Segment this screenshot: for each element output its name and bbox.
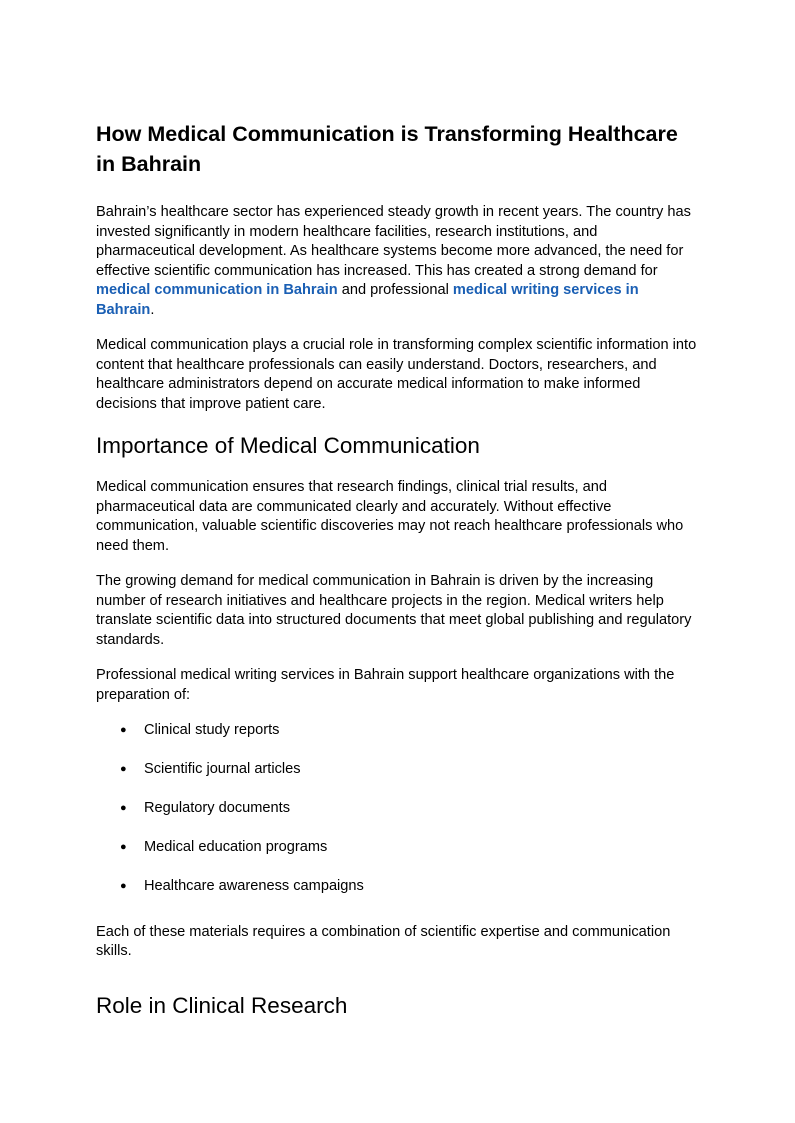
- bullet-icon: ●: [120, 802, 127, 814]
- services-list: [96, 721, 698, 897]
- list-item: [96, 760, 698, 780]
- list-item: [96, 877, 698, 897]
- paragraph-closing: Each of these materials requires a combination of scientific expertise and communication skills.: [96, 923, 671, 959]
- section-heading-importance: Importance of Medical Communication: [96, 433, 480, 458]
- paragraph-role-of-communication: Medical communication plays a crucial role in transforming complex scientific information into content that healthcare professionals can easily understand. Doctors, researchers, and healthcare administrators depend on accurate medical information to make informed decisions that improve patient care.: [96, 337, 697, 412]
- bullet-icon: ●: [120, 880, 127, 892]
- intro-text-end: .: [150, 301, 155, 318]
- paragraph-importance-2: The growing demand for medical communication in Bahrain is driven by the increasing number of research initiatives and healthcare projects in the region. Medical writers help translate scientific data into structured documents that meet global publishing and regulatory standards.: [96, 573, 692, 648]
- list-item-text: Scientific journal articles: [144, 761, 301, 777]
- list-item-text: Medical education programs: [144, 839, 328, 855]
- list-item-text: Regulatory documents: [144, 800, 291, 816]
- paragraph-importance-3: Professional medical writing services in Bahrain support healthcare organizations with the preparation of:: [96, 667, 675, 703]
- page-title: How Medical Communication is Transforming Healthcare in Bahrain: [96, 122, 678, 176]
- list-item: [96, 799, 698, 819]
- paragraph-importance-1: Medical communication ensures that research findings, clinical trial results, and pharmaceutical data are communicated clearly and accurately. Without effective communication, valuable scientific discoveries may not reach healthcare professionals who need them.: [96, 479, 684, 554]
- link-medical-communication-bahrain[interactable]: medical communication in Bahrain: [96, 282, 338, 298]
- list-item-text: Healthcare awareness campaigns: [144, 878, 364, 894]
- bullet-icon: ●: [120, 841, 127, 853]
- bullet-icon: ●: [120, 763, 127, 775]
- link-medical-writing-services-bahrain[interactable]: medical writing services in Bahrain: [96, 282, 639, 318]
- intro-text-start: Bahrain’s healthcare sector has experienced steady growth in recent years. The country has invested significantly in modern healthcare facilities, research institutions, and pharmaceutical development. As healthcare systems become more advanced, the need for effective scientific communication has increased. This has created a strong demand for: [96, 204, 691, 279]
- section-heading-clinical-research: Role in Clinical Research: [96, 992, 348, 1018]
- bullet-icon: ●: [120, 724, 127, 736]
- list-item: [96, 838, 698, 858]
- document-page: [96, 119, 698, 1022]
- intro-paragraph: [96, 203, 698, 320]
- intro-text-between: and professional: [337, 282, 453, 298]
- list-item-text: Clinical study reports: [144, 722, 280, 738]
- list-item: [96, 721, 698, 741]
